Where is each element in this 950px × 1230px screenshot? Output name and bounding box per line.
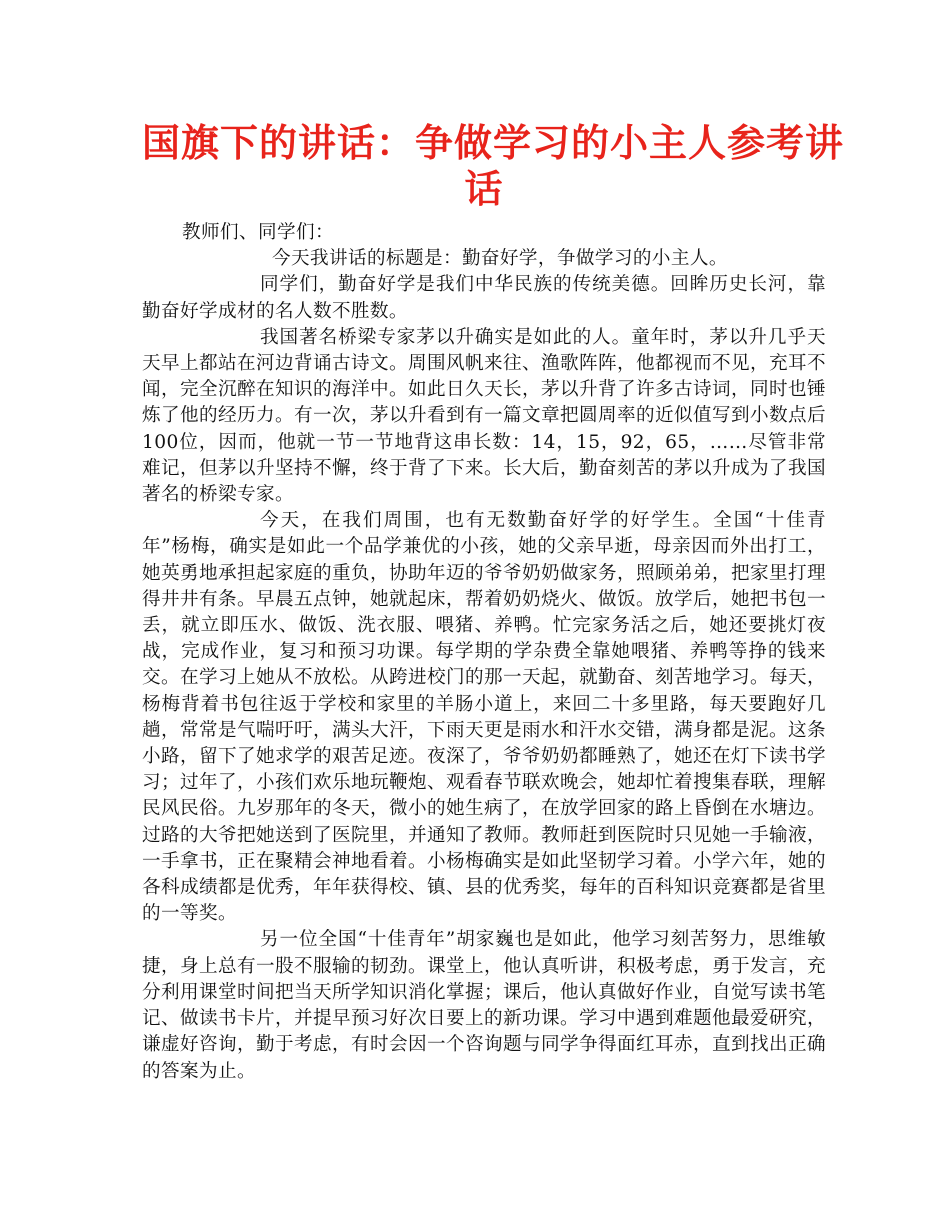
paragraph-topic: 今天我讲话的标题是：勤奋好学，争做学习的小主人。: [272, 248, 728, 270]
title-line-1: 国旗下的讲话：争做学习的小主人参考讲: [142, 121, 845, 165]
document-body: [142, 220, 826, 1085]
document-title: [142, 120, 845, 212]
paragraph-hu-jiawei: 另一位全国“十佳青年”胡家巍也是如此，他学习刻苦努力，思维敏捷，身上总有一股不服输的韧劲。课堂上，他认真听讲，积极考虑，勇于发言，充分利用课堂时间把当天所学知识消化掌握；课后，他认真做好作业，自觉写读书笔记、做读书卡片，并提早预习好次日要上的新功课。学习中遇到难题他最爱研究，谦虚好咨询，勤于考虑，有时会因一个咨询题与同学争得面红耳赤，直到找出正确的答案为止。: [142, 929, 826, 1082]
title-line-2: 话: [464, 167, 504, 211]
document-page: [142, 120, 845, 1085]
paragraph-yang-mei: 今天，在我们周围，也有无数勤奋好学的好学生。全国“十佳青年”杨梅，确实是如此一个品学兼优的小孩，她的父亲早逝，母亲因而外出打工，她英勇地承担起家庭的重负，协助年迈的爷爷奶奶做家务，照顾弟弟，把家里打理得井井有条。早晨五点钟，她就起床，帮着奶奶烧火、做饭。放学后，她把书包一丢，就立即压水、做饭、洗衣服、喂猪、养鸭。忙完家务活之后，她还要挑灯夜战，完成作业，复习和预习功课。每学期的学杂费全靠她喂猪、养鸭等挣的钱来交。在学习上她从不放松。从跨进校门的那一天起，就勤奋、刻苦地学习。每天，杨梅背着书包往返于学校和家里的羊肠小道上，来回二十多里路，每天要跑好几趟，常常是气喘吁吁，满头大汗，下雨天更是雨水和汗水交错，满身都是泥。这条小路，留下了她求学的艰苦足迹。夜深了，爷爷奶奶都睡熟了，她还在灯下读书学习；过年了，小孩们欢乐地玩鞭炮、观看春节联欢晚会，她却忙着搜集春联，理解民风民俗。九岁那年的冬天，微小的她生病了，在放学回家的路上昏倒在水塘边。过路的大爷把她送到了医院里，并通知了教师。教师赶到医院时只见她一手输液，一手拿书，正在聚精会神地看着。小杨梅确实是如此坚韧学习着。小学六年，她的各科成绩都是优秀，年年获得校、镇、县的优秀奖，每年的百科知识竞赛都是省里的一等奖。: [142, 510, 826, 925]
paragraph-mao-yisheng: 我国著名桥梁专家茅以升确实是如此的人。童年时，茅以升几乎天天早上都站在河边背诵古诗文。周围风帆来往、渔歌阵阵，他都视而不见，充耳不闻，完全沉醉在知识的海洋中。如此日久天长，茅以升背了许多古诗词，同时也锤炼了他的经历力。有一次，茅以升看到有一篇文章把圆周率的近似值写到小数点后100位，因而，他就一节一节地背这串长数：14，15，92，65，……尽管非常难记，但茅以升坚持不懈，终于背了下来。长大后，勤奋刻苦的茅以升成为了我国著名的桥梁专家。: [142, 326, 826, 506]
paragraph-intro: 同学们，勤奋好学是我们中华民族的传统美德。回眸历史长河，靠勤奋好学成材的名人数不胜数。: [142, 274, 826, 322]
salutation: 教师们、同学们：: [182, 222, 334, 243]
